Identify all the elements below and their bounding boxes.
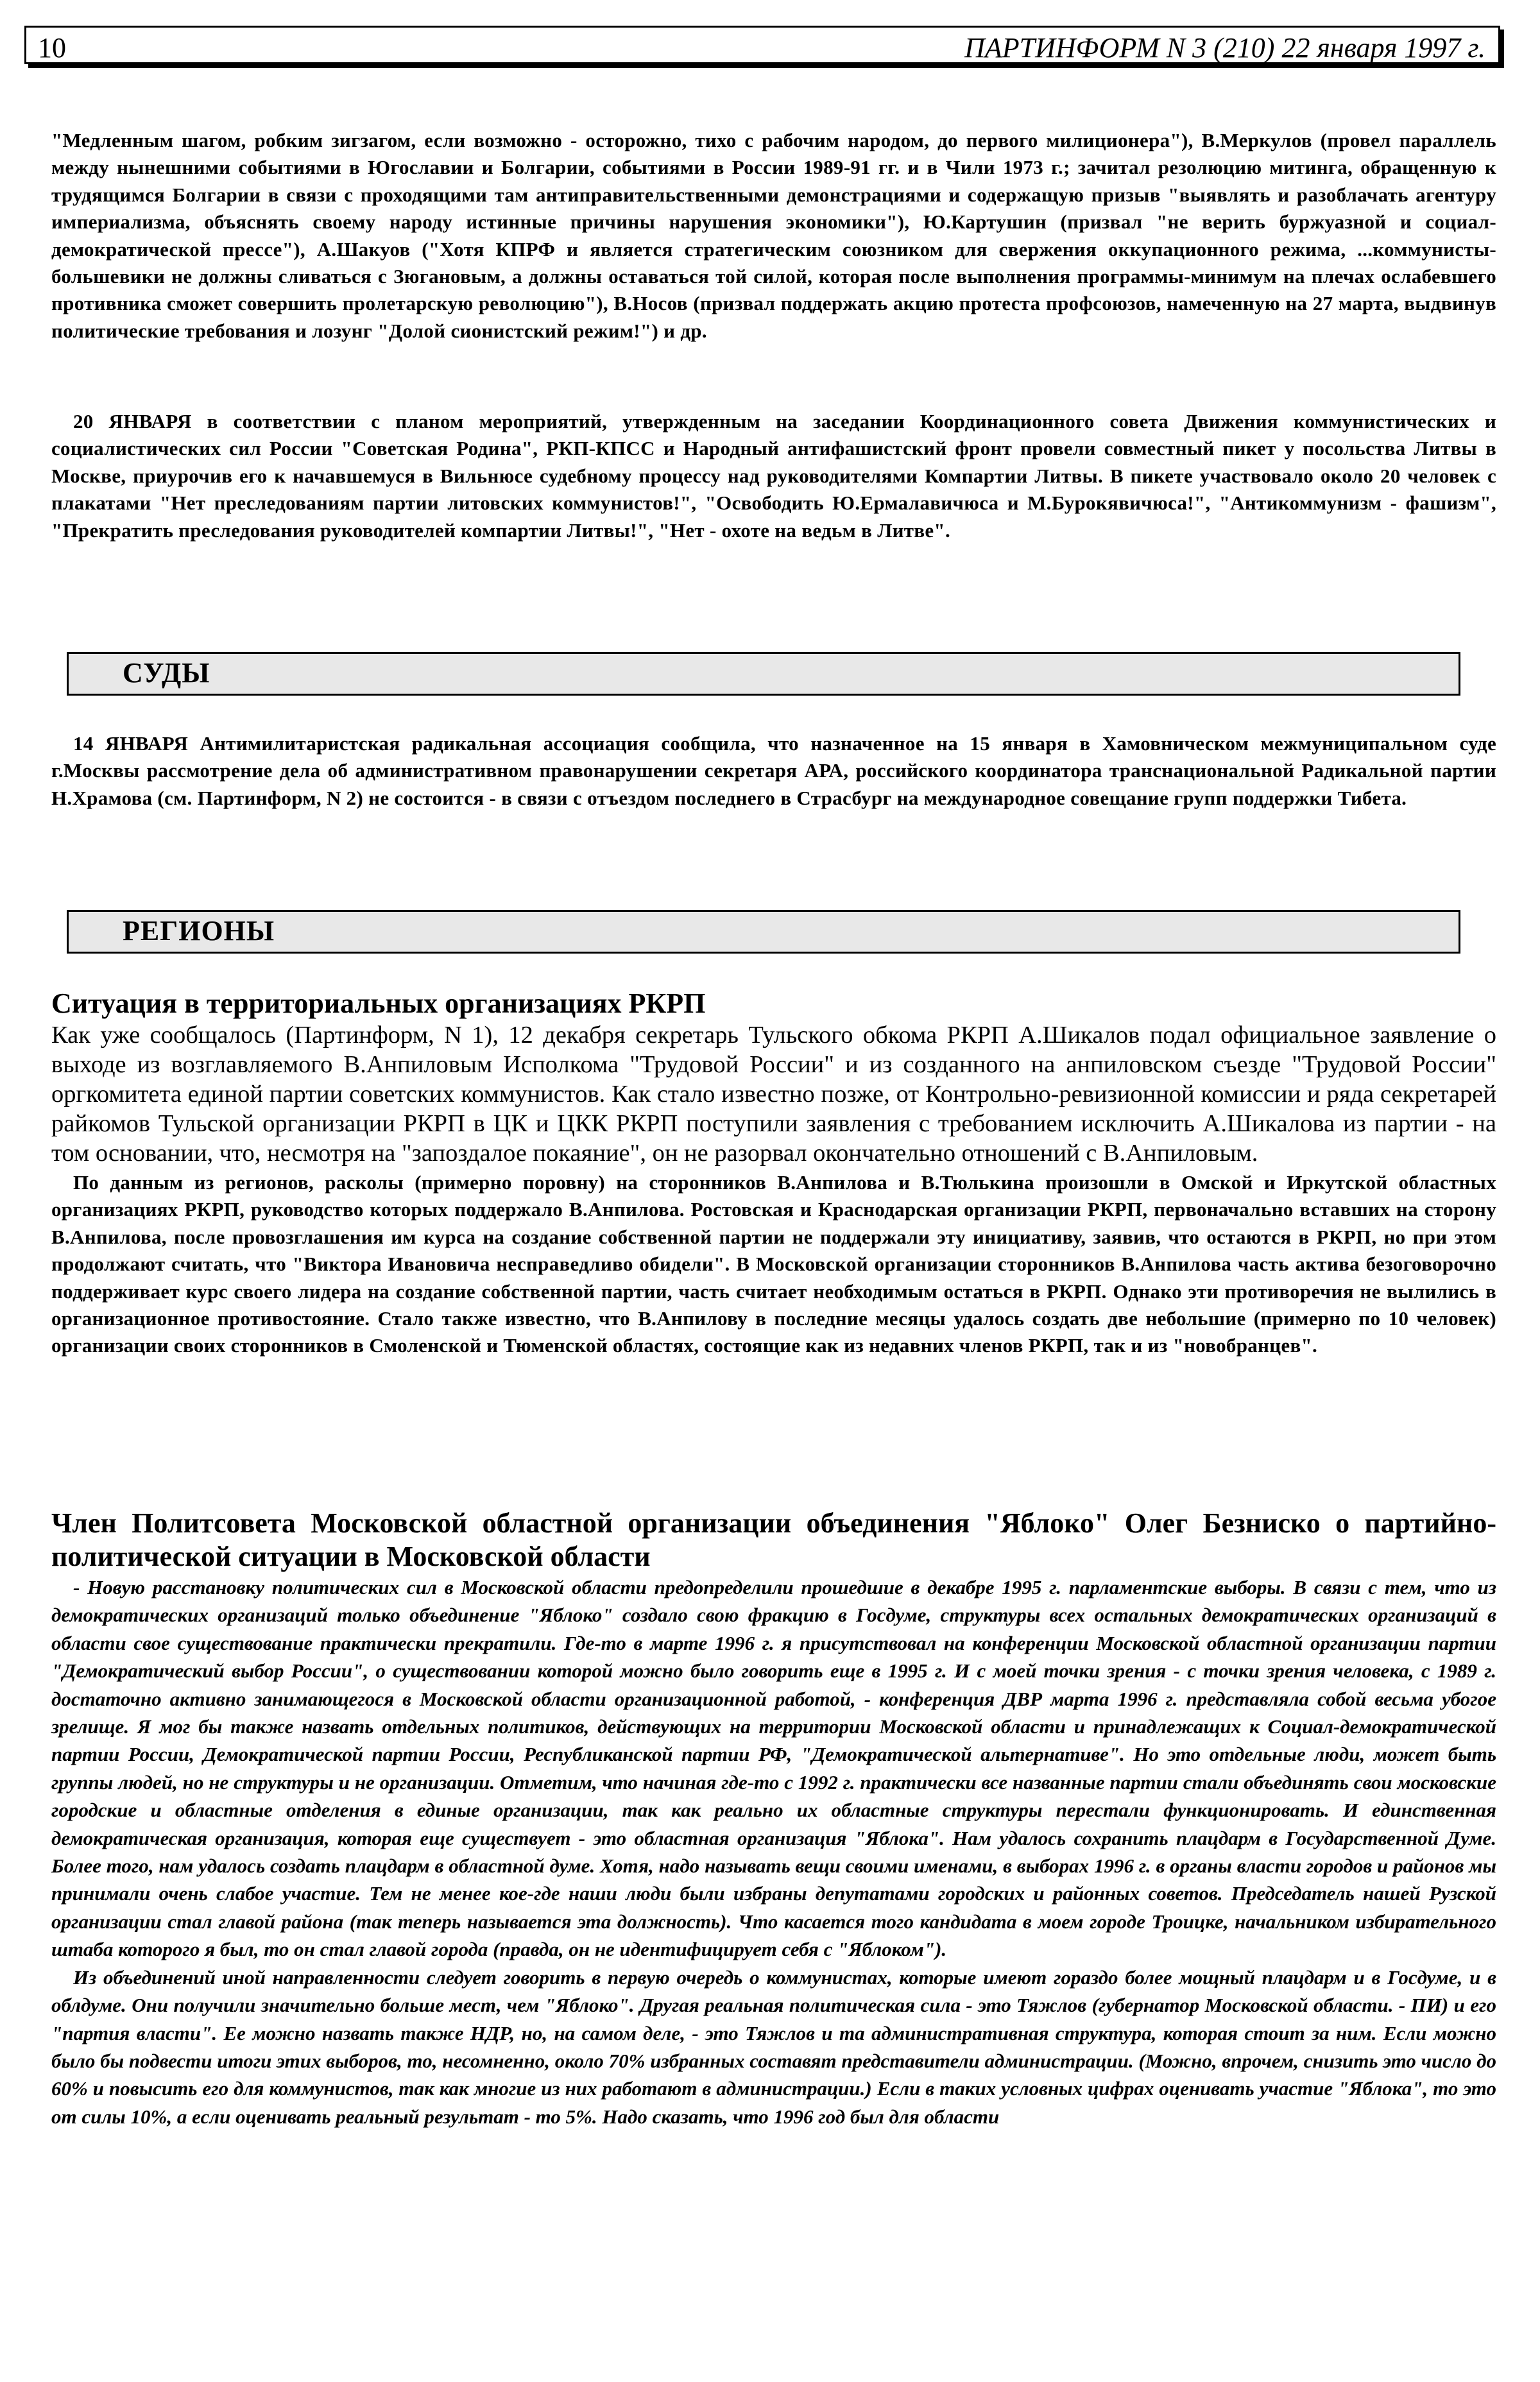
section-header-regions — [67, 910, 1460, 954]
article-rkrp — [51, 987, 1496, 1360]
paragraph-yabloko-2: Из объединений иной направленности следует говорить в первую очередь о коммунистах, которые имеют гораздо более мощный плацдарм и в Госдуме, и в облдуме. Они получили значительно больше мест, чем "Яблоко". Другая реальная политическая сила - это Тяжлов (губернатор Московской области. - ПИ) и его "партия власти". Ее можно назвать также НДР, но, на самом деле, - это Тяжлов и та административная структура, которая стоит за ним. Если можно было бы подвести итоги этих выборов, то, несомненно, около 70% избранных составят представители администрации. (Можно, впрочем, снизить это число до 60% и повысить его для коммунистов, так как многие из них работают в администрации.) Если в таких условных цифрах оценивать участие "Яблока", то это от силы 10%, а если оценивать реальный результат - то 5%. Надо сказать, что 1996 год был для области — [51, 1966, 1496, 2128]
subhead-yabloko: Член Политсовета Московской областной организации объединения "Яблоко" Олег Безниско о партийно-политической ситуации в Московской области — [51, 1507, 1496, 1572]
article-yabloko — [51, 1507, 1496, 2130]
section-header-courts — [67, 652, 1460, 696]
subhead-rkrp: Ситуация в территориальных организациях РКРП — [51, 988, 706, 1019]
page-header — [24, 26, 1500, 64]
page-number: 10 — [38, 32, 66, 64]
section-title-regions: РЕГИОНЫ — [123, 915, 275, 947]
article-intro — [51, 127, 1496, 345]
paragraph-rkrp-regions: По данным из регионов, расколы (примерно поровну) на сторонников В.Анпилова и В.Тюлькина произошли в Омской и Иркутской областных организациях РКРП, руководство которых поддержало В.Анпилова. Ростовская и Краснодарская организации РКРП, первоначально вставших на сторону В.Анпилова, после провозглашения им курса на создание собственной партии не поддержали эту инициативу, заявив, что остаются в РКРП, но при этом продолжают считать, что "Виктора Ивановича несправедливо обидели". В Московской организации сторонников В.Анпилова часть актива безоговорочно поддерживает курс своего лидера на создание собственной партии, часть считает необходимым остаться в РКРП. Однако эти противоречия не вылились в организационное противостояние. Стало также известно, что В.Анпилову в последние месяцы удалось создать две небольшие (примерно по 10 человек) организации своих сторонников в Смоленской и Тюменской областях, состоящие как из недавних членов РКРП, так и из "новобранцев". — [51, 1171, 1496, 1357]
article-lithuania-picket — [51, 408, 1496, 544]
paragraph-protest-speakers: "Медленным шагом, робким зигзагом, если возможно - осторожно, тихо с рабочим народом, до первого милиционера"), В.Меркулов (провел параллель между нынешними событиями в Югославии и Болгарии, событиями в России 1989-91 гг. и в Чили 1973 г.; зачитал резолюцию митинга, обращенную к трудящимся Болгарии в связи с проходящими там антиправительственными демонстрациями и содержащую призыв "выявлять и разоблачать агентуру империализма, объяснять своему народу истинные причины нарушения экономики"), Ю.Картушин (призвал "не верить буржуазной и социал-демократической прессе"), А.Шакуов ("Хотя КПРФ и является стратегическим союзником для свержения оккупационного режима, ...коммунисты-большевики не должны сливаться с Зюгановым, а должны оставаться той силой, которая после выполнения программы-минимум на плечах ослабевшего противника сможет совершить пролетарскую революцию"), В.Носов (призвал поддержать акцию протеста профсоюзов, намеченную на 27 марта, выдвинув политические требования и лозунг "Долой сионистский режим!") и др. — [51, 129, 1496, 342]
paragraph-courts: 14 ЯНВАРЯ Антимилитаристская радикальная ассоциация сообщила, что назначенное на 15 января в Хамовническом межмуниципальном суде г.Москвы рассмотрение дела об административном правонарушении секретаря АРА, российского координатора транснациональной Радикальной партии Н.Храмова (см. Партинформ, N 2) не состоится - в связи с отъездом последнего в Страсбург на международное совещание групп поддержки Тибета. — [51, 732, 1496, 809]
publication-title: ПАРТИНФОРМ N 3 (210) 22 января 1997 г. — [964, 32, 1485, 64]
paragraph-rkrp-tula: Как уже сообщалось (Партинформ, N 1), 12 декабря секретарь Тульского обкома РКРП А.Шикалов подал официальное заявление о выходе из возглавляемого В.Анпиловым Исполкома "Трудовой России" и из созданного на анпиловском съезде "Трудовой России" оргкомитета единой партии советских коммунистов. Как стало известно позже, от Контрольно-ревизионной комиссии и ряда секретарей райкомов Тульской организации РКРП в ЦК и ЦКК РКРП поступили заявления с требованием исключить А.Шикалова из партии - на том основании, что, несмотря на "запоздалое покаяние", он не разорвал окончательно отношений с В.Анпиловым. — [51, 1022, 1496, 1167]
article-courts — [51, 730, 1496, 812]
paragraph-yabloko-1: - Новую расстановку политических сил в Московской области предопределили прошедшие в декабре 1995 г. парламентские выборы. В связи с тем, что из демократических организаций только объединение "Яблоко" создало свою фракцию в Госдуме, структуры всех остальных демократических организаций в области свое существование практически прекратили. Где-то в марте 1996 г. я присутствовал на конференции Московской областной организации партии "Демократический выбор России", о существовании которой можно было говорить еще в 1995 г. И с моей точки зрения - с точки зрения человека, с 1989 г. достаточно активно занимающегося в Московской области организационной работой, - конференция ДВР марта 1996 г. представляла собой весьма убогое зрелище. Я мог бы также назвать отдельных политиков, действующих на территории Московской области и принадлежащих к Социал-демократической партии России, Демократической партии России, Республиканской партии РФ, "Демократической альтернативе". Но это отдельные люди, может быть группы людей, но не структуры и не организации. Отметим, что начиная где-то с 1992 г. практически все названные партии стали объединять свои московские городские и областные отделения в единые организации, так как реально их областные структуры перестали функционировать. И единственная демократическая организация, которая еще существует - это областная организация "Яблока". Нам удалось сохранить плацдарм в Государственной Думе. Более того, нам удалось создать плацдарм в областной думе. Хотя, надо называть вещи своими именами, в выборах 1996 г. в органы власти городов и районов мы принимали очень слабое участие. Тем не менее кое-где наши люди были избраны депутатами городских и районных советов. Председатель нашей Рузской организации стал главой района (так теперь называется эта должность). Что касается того кандидата в моем городе Троицке, начальником избирательного штаба которого я был, то он стал главой города (правда, он не идентифицирует себя с "Яблоком"). — [51, 1576, 1496, 1961]
paragraph-lithuania-picket: 20 ЯНВАРЯ в соответствии с планом мероприятий, утвержденным на заседании Координационного совета Движения коммунистических и социалистических сил России "Советская Родина", РКП-КПСС и Народный антифашистский фронт провели совместный пикет у посольства Литвы в Москве, приурочив его к начавшемуся в Вильнюсе судебному процессу над руководителями Компартии Литвы. В пикете участвовало около 20 человек с плакатами "Нет преследованиям партии литовских коммунистов!", "Освободить Ю.Ермалавичюса и М.Бурокявичюса!", "Антикоммунизм - фашизм", "Прекратить преследования руководителей компартии Литвы!", "Нет - охоте на ведьм в Литве". — [51, 410, 1496, 542]
section-title-courts: СУДЫ — [123, 657, 210, 689]
